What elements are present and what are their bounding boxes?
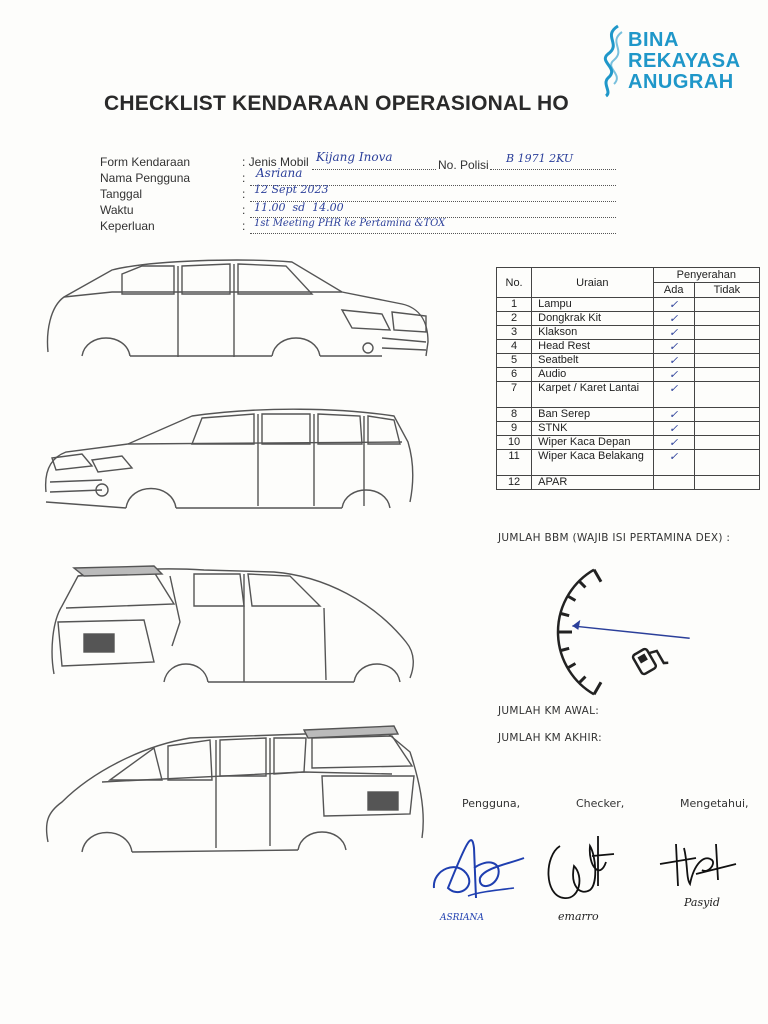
- car-diagram-front-right: [42, 252, 434, 372]
- row-number: 3: [497, 326, 532, 340]
- tanggal-value: 12 Sept 2023: [254, 183, 329, 196]
- header-no: No.: [497, 268, 532, 298]
- jenis-mobil-label: Jenis Mobil: [248, 155, 309, 169]
- gauge-needle: [572, 626, 689, 638]
- row-item: Audio: [532, 368, 653, 382]
- row-tidak: [694, 422, 759, 436]
- table-row: [497, 436, 760, 450]
- nama-pengguna-value: Asriana: [256, 166, 303, 180]
- keperluan-line: [250, 233, 616, 234]
- row-item: Karpet / Karet Lantai: [532, 382, 653, 408]
- row-tidak: [694, 354, 759, 368]
- pengguna-label: Pengguna,: [462, 797, 521, 810]
- company-logo: [628, 30, 768, 93]
- row-tidak: [694, 408, 759, 422]
- row-number: 1: [497, 298, 532, 312]
- car-diagram-rear-left: [42, 722, 430, 862]
- table-row: [497, 382, 760, 408]
- row-ada-check: ✓: [653, 298, 694, 312]
- row-item: Ban Serep: [532, 408, 653, 422]
- table-row: [497, 476, 760, 490]
- row-tidak: [694, 326, 759, 340]
- fuel-gauge: [520, 552, 692, 704]
- row-ada-check: ✓: [653, 408, 694, 422]
- checker-signature: [540, 826, 620, 906]
- row-item: Seatbelt: [532, 354, 653, 368]
- waktu-value: 11.00 sd 14.00: [254, 201, 344, 214]
- row-number: 4: [497, 340, 532, 354]
- row-number: 2: [497, 312, 532, 326]
- keperluan-label: Keperluan: [100, 219, 155, 233]
- fuel-pump-icon: [632, 642, 668, 677]
- row-item: APAR: [532, 476, 653, 490]
- checker-label: Checker,: [576, 797, 625, 810]
- header-penyerahan: Penyerahan: [653, 268, 759, 283]
- row-item: Klakson: [532, 326, 653, 340]
- row-ada-check: ✓: [653, 312, 694, 326]
- gauge-tick: [568, 596, 576, 601]
- row-number: 10: [497, 436, 532, 450]
- gauge-tick: [560, 613, 569, 615]
- row-number: 11: [497, 450, 532, 476]
- checker-name: emarro: [558, 910, 599, 923]
- header-tidak: Tidak: [694, 283, 759, 298]
- gauge-tick: [560, 648, 569, 650]
- row-tidak: [694, 368, 759, 382]
- row-ada-check: ✓: [653, 450, 694, 476]
- gauge-tick: [594, 682, 601, 694]
- row-item: STNK: [532, 422, 653, 436]
- header-ada: Ada: [653, 283, 694, 298]
- gauge-tick: [568, 664, 576, 669]
- row-number: 12: [497, 476, 532, 490]
- row-item: Head Rest: [532, 340, 653, 354]
- table-row: [497, 368, 760, 382]
- table-row: [497, 298, 760, 312]
- row-ada-check: ✓: [653, 368, 694, 382]
- nama-pengguna-colon: :: [242, 171, 246, 185]
- row-number: 5: [497, 354, 532, 368]
- table-row: [497, 354, 760, 368]
- no-polisi-value: B 1971 2KU: [506, 152, 574, 165]
- mengetahui-name: Pasyid: [684, 896, 720, 909]
- table-row: [497, 408, 760, 422]
- row-tidak: [694, 476, 759, 490]
- row-tidak: [694, 312, 759, 326]
- tanggal-label: Tanggal: [100, 187, 143, 201]
- no-polisi-label: No. Polisi: [438, 158, 489, 172]
- row-item: Wiper Kaca Belakang: [532, 450, 653, 476]
- gauge-tick: [579, 677, 585, 683]
- row-ada-check: ✓: [653, 382, 694, 408]
- pengguna-name: ASRIANA: [440, 913, 484, 923]
- row-item: Dongkrak Kit: [532, 312, 653, 326]
- gauge-needle-tip: [572, 620, 580, 630]
- jenis-mobil-value: Kijang Inova: [316, 150, 393, 164]
- row-tidak: [694, 382, 759, 408]
- row-tidak: [694, 340, 759, 354]
- gauge-tick: [594, 570, 601, 582]
- fuel-label: JUMLAH BBM (WAJIB ISI PERTAMINA DEX) :: [498, 532, 731, 544]
- row-item: Lampu: [532, 298, 653, 312]
- car-diagram-rear-right: [44, 562, 428, 694]
- tanggal-colon: :: [242, 187, 246, 201]
- gauge-tick: [579, 581, 585, 587]
- keperluan-value: 1st Meeting PHR ke Pertamina &TOX: [254, 218, 446, 229]
- row-tidak: [694, 298, 759, 312]
- checklist-body: [497, 298, 760, 490]
- mengetahui-signature: [656, 834, 746, 894]
- header-uraian: Uraian: [532, 268, 653, 298]
- row-number: 8: [497, 408, 532, 422]
- table-row: [497, 422, 760, 436]
- row-tidak: [694, 436, 759, 450]
- row-ada-check: ✓: [653, 422, 694, 436]
- mengetahui-label: Mengetahui,: [680, 797, 749, 810]
- row-ada-check: ✓: [653, 326, 694, 340]
- pengguna-signature: [428, 818, 528, 918]
- jenis-mobil-line: [312, 169, 436, 170]
- car-diagram-front-left: [42, 402, 418, 518]
- km-awal-label: JUMLAH KM AWAL:: [498, 705, 600, 717]
- row-ada-check: ✓: [653, 436, 694, 450]
- company-logo-icon: [596, 22, 630, 98]
- no-polisi-line: [490, 169, 616, 170]
- page-title: CHECKLIST KENDARAAN OPERASIONAL HO: [104, 92, 569, 115]
- jenis-mobil-row: : Jenis Mobil: [242, 155, 309, 169]
- nama-pengguna-label: Nama Pengguna: [100, 171, 191, 185]
- form-kendaraan-label: Form Kendaraan: [100, 155, 191, 169]
- table-row: [497, 450, 760, 476]
- row-ada-check: ✓: [653, 354, 694, 368]
- row-number: 6: [497, 368, 532, 382]
- row-ada-check: ✓: [653, 340, 694, 354]
- row-tidak: [694, 450, 759, 476]
- waktu-colon: :: [242, 203, 246, 217]
- table-row: [497, 312, 760, 326]
- row-number: 7: [497, 382, 532, 408]
- km-akhir-label: JUMLAH KM AKHIR:: [498, 732, 603, 744]
- table-row: [497, 340, 760, 354]
- waktu-label: Waktu: [100, 203, 134, 217]
- checklist-header-row: [497, 268, 760, 283]
- table-row: [497, 326, 760, 340]
- row-item: Wiper Kaca Depan: [532, 436, 653, 450]
- keperluan-colon: :: [242, 219, 246, 233]
- checklist-table: [496, 267, 760, 490]
- logo-line-3: ANUGRAH: [628, 71, 734, 93]
- logo-line-2: REKAYASA: [628, 50, 741, 72]
- logo-line-1: BINA: [628, 29, 679, 51]
- row-ada-check: [653, 476, 694, 490]
- row-number: 9: [497, 422, 532, 436]
